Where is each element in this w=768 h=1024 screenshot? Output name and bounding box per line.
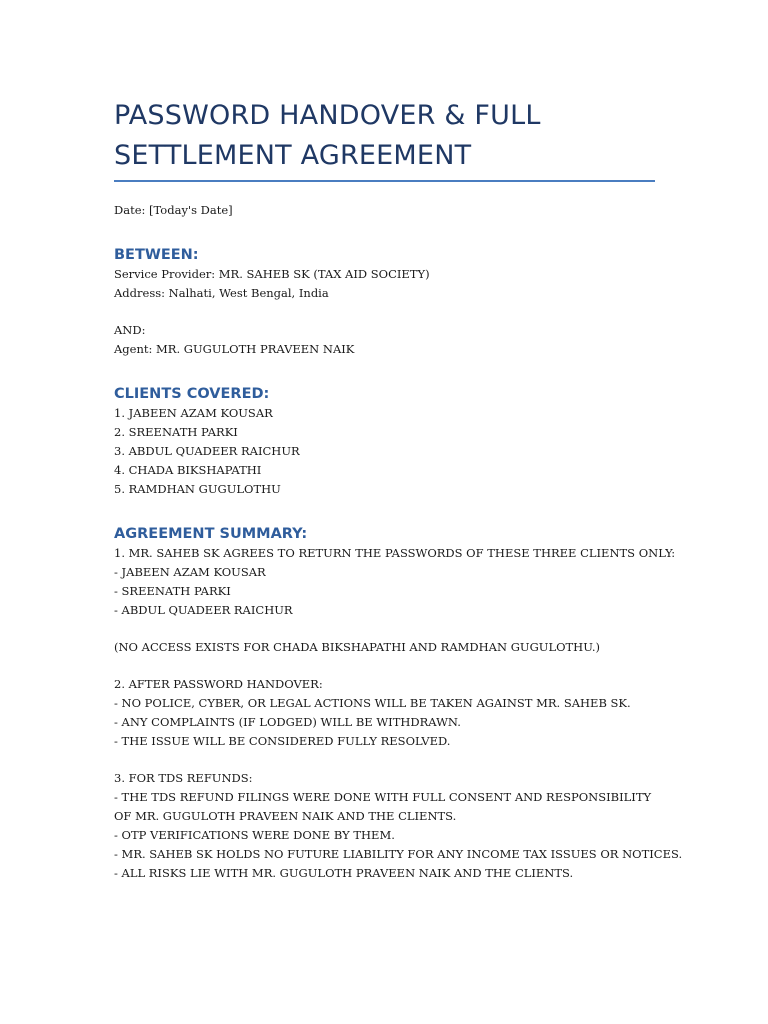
list-item: 4. CHADA BIKSHAPATHI [114,463,262,477]
summary-heading: AGREEMENT SUMMARY: [114,526,308,542]
list-item: - THE TDS REFUND FILINGS WERE DONE WITH FULL CONSENT AND RESPONSIBILITY OF MR. GUGULOTH PRAVEEN NAIK AND THE CLIENTS. [114,790,652,823]
clients-heading: CLIENTS COVERED: [114,386,270,402]
clients-list [114,404,654,499]
between-heading: BETWEEN: [114,247,199,263]
list-item: - MR. SAHEB SK HOLDS NO FUTURE LIABILITY FOR ANY INCOME TAX ISSUES OR NOTICES. [114,847,683,861]
list-item: - ABDUL QUADEER RAICHUR [114,603,293,617]
agent-line: Agent: MR. GUGULOTH PRAVEEN NAIK [114,342,355,356]
list-item: - JABEEN AZAM KOUSAR [114,565,266,579]
list-item: - OTP VERIFICATIONS WERE DONE BY THEM. [114,828,395,842]
list-item: - THE ISSUE WILL BE CONSIDERED FULLY RESOLVED. [114,734,451,748]
service-provider-line: Service Provider: MR. SAHEB SK (TAX AID SOCIETY) [114,267,430,281]
date-line: Date: [Today's Date] [114,203,233,217]
list-item: - SREENATH PARKI [114,584,231,598]
title-line-1: PASSWORD HANDOVER & FULL [114,100,541,131]
document-page [114,96,683,883]
summary-point-2: 2. AFTER PASSWORD HANDOVER: [114,677,323,691]
between-section [114,265,654,359]
list-item: 5. RAMDHAN GUGULOTHU [114,482,281,496]
title-divider [114,180,655,182]
and-line: AND: [114,323,146,337]
list-item: - ANY COMPLAINTS (IF LODGED) WILL BE WITHDRAWN. [114,715,461,729]
list-item: 1. JABEEN AZAM KOUSAR [114,406,273,420]
summary-section [114,544,683,883]
summary-point-1: 1. MR. SAHEB SK AGREES TO RETURN THE PASSWORDS OF THESE THREE CLIENTS ONLY: [114,546,676,560]
summary-note: (NO ACCESS EXISTS FOR CHADA BIKSHAPATHI AND RAMDHAN GUGULOTHU.) [114,640,600,654]
list-item: 3. ABDUL QUADEER RAICHUR [114,444,300,458]
list-item: 2. SREENATH PARKI [114,425,238,439]
document-title [114,96,654,176]
summary-point-3: 3. FOR TDS REFUNDS: [114,771,253,785]
list-item: - NO POLICE, CYBER, OR LEGAL ACTIONS WILL BE TAKEN AGAINST MR. SAHEB SK. [114,696,631,710]
title-line-2: SETTLEMENT AGREEMENT [114,140,472,171]
address-line: Address: Nalhati, West Bengal, India [114,286,329,300]
list-item: - ALL RISKS LIE WITH MR. GUGULOTH PRAVEEN NAIK AND THE CLIENTS. [114,866,574,880]
